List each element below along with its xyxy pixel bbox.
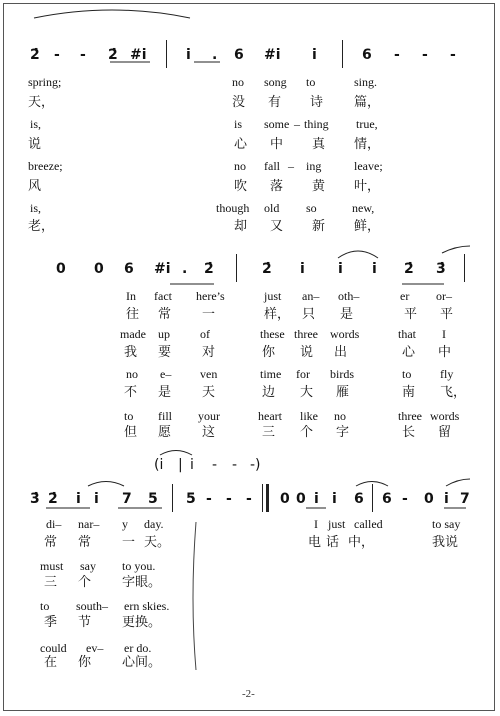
lyric-zh: 天， [28,95,55,110]
lyric-zh: 话 [326,535,340,550]
note: 0 [424,491,434,507]
lyric-zh: 要 [158,345,172,360]
note: #i [130,47,147,63]
lyric-en: is, [30,201,42,215]
note: i [94,491,99,507]
lyric-zh: 老， [28,219,55,234]
alt-ending-note: - [212,457,218,473]
note: 6 [362,47,372,63]
lyric-en: di– [46,517,62,531]
lyric-zh: 个 [300,425,314,440]
lyric-zh: 字眼。 [122,575,162,590]
lyric-en: no [334,409,346,423]
lyric-zh: 南 [402,385,416,400]
lyric-en: no [126,367,138,381]
lyric-zh: 三 [262,425,276,440]
lyric-zh: 天 [202,385,216,400]
note: #i [264,47,281,63]
note: 2̇ [108,47,118,63]
note: 3̇ [30,491,40,507]
note: . [182,261,188,277]
lyric-en: though [216,201,250,215]
lyric-zh: 没 [232,95,246,110]
lyric-zh: 不 [124,385,138,400]
note: i [312,47,317,63]
note: 6 [234,47,244,63]
lyric-en: must [40,559,64,573]
lyric-zh: 个 [78,575,92,590]
lyric-zh: 样， [264,307,291,322]
lyric-zh: 我 [124,345,138,360]
lyric-en: ern skies. [124,599,170,613]
lyric-zh: 对 [202,345,216,360]
note: - [394,47,400,63]
note: i [314,491,319,507]
repeat-bar-thick [266,484,269,512]
lyric-en: spring; [28,75,62,89]
lyric-en: of [200,327,210,341]
lyric-zh: 大 [300,385,314,400]
lyric-en: I [314,517,318,531]
lyric-en: ven [200,367,218,381]
lyric-en: here’s [196,289,225,303]
lyric-zh: 是 [340,307,354,322]
lyric-en: old [264,201,280,215]
note: 5 [186,491,196,507]
note: #i [154,261,171,277]
lyric-en: no [232,75,244,89]
note: 7 [122,491,132,507]
lyric-en: to say [432,517,461,531]
note: 6 [354,491,364,507]
lyric-en: three [398,409,422,423]
note: i [338,261,343,277]
lyric-en: say [80,559,96,573]
lyric-zh: 新 [312,219,326,234]
note: - [206,491,212,507]
lyric-zh: 鲜， [354,219,381,234]
lyric-zh: 吹 [234,179,248,194]
bar-line [236,254,237,282]
lyric-zh: 常 [44,535,58,550]
lyric-en: thing [304,117,329,131]
lyric-en: to [124,409,134,423]
note: - [246,491,252,507]
lyric-zh: 心 [402,345,416,360]
lyric-en: to [40,599,50,613]
lyric-zh: 往 [126,307,140,322]
lyric-en: just [264,289,282,303]
note: 0 [56,261,66,277]
lyric-en: your [198,409,220,423]
lyric-zh: 你 [262,345,276,360]
lyric-en: time [260,367,282,381]
lyric-en: nar– [78,517,100,531]
lyric-zh: 我说 [432,535,459,550]
note: 6 [124,261,134,277]
lyric-en: to [306,75,316,89]
bar-line [166,40,167,68]
lyric-zh: 你 [78,655,92,670]
lyric-zh: 风 [28,179,42,194]
lyric-en: no [234,159,246,173]
lyric-en: just [328,517,346,531]
lyric-en: fill [158,409,172,423]
lyric-en: y [122,517,128,531]
lyric-en: words [330,327,360,341]
lyric-en: is, [30,117,42,131]
lyric-zh: 边 [262,385,276,400]
lyric-en: oth– [338,289,360,303]
lyric-en: for [296,367,310,381]
lyric-en: that [398,327,416,341]
note: 6 [382,491,392,507]
lyric-zh: 季 [44,615,58,630]
lyric-zh: 又 [270,219,284,234]
lyric-zh: 中 [270,137,284,152]
lyric-zh: 在 [44,655,58,670]
note: - [80,47,86,63]
note: 0 [296,491,306,507]
bar-line [342,40,343,68]
lyric-zh: 心间。 [122,655,162,670]
note: i [332,491,337,507]
lyric-en: up [158,327,170,341]
lyric-en: sing. [354,75,378,89]
lyric-en: fly [440,367,454,381]
bar-line [372,484,373,512]
lyric-zh: 说 [28,137,42,152]
lyric-en: fall [264,159,280,173]
lyric-zh: 雁 [336,385,350,400]
lyric-zh: 中 [438,345,452,360]
lyric-zh: 平 [404,307,418,322]
lyric-en: like [300,409,318,423]
lyric-zh: 真 [312,137,326,152]
lyric-en: an– [302,289,320,303]
lyric-en: made [120,327,146,341]
lyric-zh: 中， [348,535,375,550]
note: . [212,47,218,63]
note: 2̇ [30,47,40,63]
note: - [54,47,60,63]
lyric-zh: 但 [124,425,138,440]
lyric-en: I [442,327,446,341]
lyric-zh: 平 [440,307,454,322]
lyric-zh: 说 [300,345,314,360]
note: - [422,47,428,63]
note: 7 [460,491,470,507]
lyric-en: e– [160,367,172,381]
lyric-zh: 却 [234,219,248,234]
lyric-en: could [40,641,67,655]
lyric-en: In [126,289,136,303]
lyric-zh: 出 [334,345,348,360]
lyric-zh: 一 [202,307,216,322]
lyric-zh: 三 [44,575,58,590]
note: 0 [280,491,290,507]
lyric-zh: 常 [158,307,172,322]
bar-line [464,254,465,282]
lyric-zh: 黄 [312,179,326,194]
note: - [450,47,456,63]
lyric-zh: 字 [336,425,350,440]
lyric-zh: 愿 [158,425,172,440]
alt-ending-bar: | [178,457,183,473]
lyric-en: south– [76,599,109,613]
lyric-zh: 常 [78,535,92,550]
lyric-en: er [400,289,410,303]
note: i [372,261,377,277]
note: 2̇ [204,261,214,277]
lyric-en: er do. [124,641,152,655]
lyric-zh: 叶， [354,179,381,194]
lyric-en: song [264,75,287,89]
lyric-zh: 心 [234,137,248,152]
lyric-zh: 节 [78,615,92,630]
lyric-en: birds [330,367,354,381]
lyric-zh: 更换。 [122,615,162,630]
lyric-zh: 电 [308,535,322,550]
note: i [300,261,305,277]
note: 2̇ [404,261,414,277]
note: - [402,491,408,507]
lyric-en: day. [144,517,164,531]
lyric-zh: 只 [302,307,316,322]
note: 3̇ [436,261,446,277]
lyric-zh: 篇， [354,95,381,110]
page-number: -2- [242,688,255,700]
note: 2̇ [262,261,272,277]
alt-ending-note: - [232,457,238,473]
lyric-zh: 是 [158,385,172,400]
lyric-en: heart [258,409,282,423]
note: 0 [94,261,104,277]
note: i [76,491,81,507]
alt-ending-note: i [190,457,194,473]
lyric-en: is [234,117,243,131]
lyric-zh: 一 [122,535,136,550]
note: 5 [148,491,158,507]
lyric-zh: 有 [268,95,282,110]
lyric-zh: 情， [354,137,381,152]
lyric-zh: 这 [202,425,216,440]
lyric-en: ing [306,159,322,173]
lyric-zh: 诗 [310,95,324,110]
note: i [444,491,449,507]
lyric-en: these [260,327,285,341]
lyric-en: – [288,159,294,173]
lyric-en: ev– [86,641,104,655]
lyric-zh: 留 [438,425,452,440]
lyric-en: to you. [122,559,156,573]
lyric-en: called [354,517,383,531]
repeat-bar-line [262,484,263,512]
lyric-en: leave; [354,159,383,173]
lyric-en: so [306,201,317,215]
bar-line [172,484,173,512]
lyric-en: to [402,367,412,381]
note: - [226,491,232,507]
lyric-en: words [430,409,460,423]
lyric-en: true, [356,117,378,131]
alt-ending-note: -) [250,457,261,473]
lyric-zh: 飞， [440,385,467,400]
note: i [186,47,191,63]
lyric-zh: 长 [402,425,416,440]
lyric-en: or– [436,289,452,303]
lyric-en: three [294,327,318,341]
lyric-en: breeze; [28,159,63,173]
lyric-en: fact [154,289,172,303]
lyric-zh: 落 [270,179,284,194]
note: 2̇ [48,491,58,507]
alt-ending-note: (i [154,457,164,473]
lyric-en: – [294,117,300,131]
lyric-en: some [264,117,290,131]
lyric-zh: 天。 [144,535,171,550]
lyric-en: new, [352,201,375,215]
